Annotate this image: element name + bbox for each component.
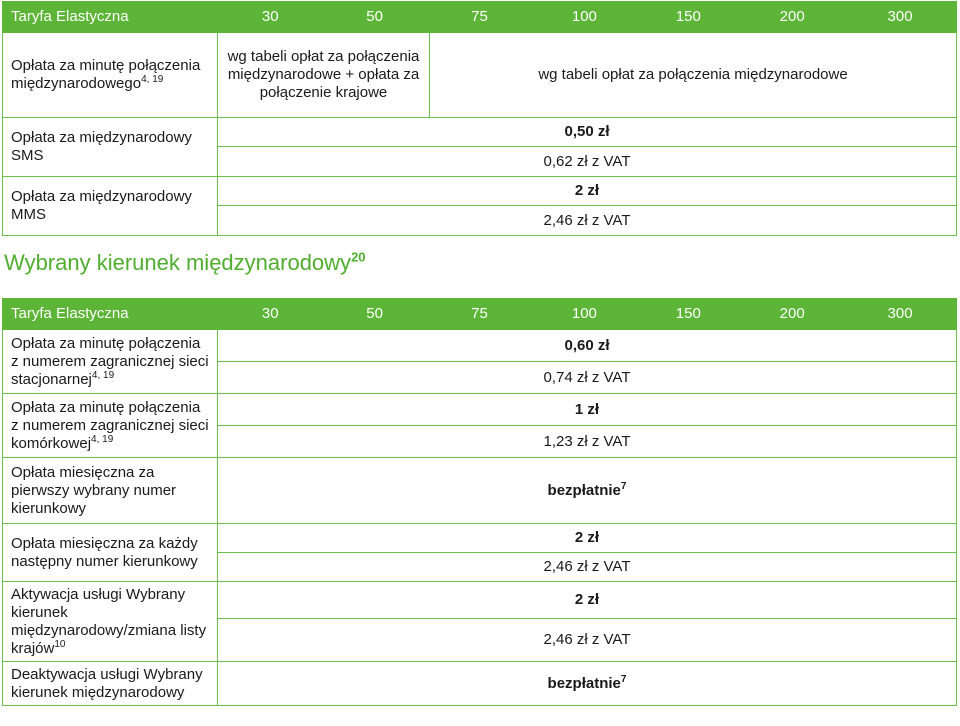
free-price: bezpłatnie xyxy=(547,481,621,499)
gross-price: 0,62 zł z VAT xyxy=(218,147,957,177)
row-label: Opłata za międzynarodowy SMS xyxy=(3,118,218,177)
header-plan-200: 200 xyxy=(779,305,805,322)
gross-price: 2,46 zł z VAT xyxy=(218,553,957,582)
net-price: 0,50 zł xyxy=(218,118,957,147)
row-label: Opłata za międzynarodowy MMS xyxy=(3,177,218,236)
header-plan-30: 30 xyxy=(261,8,279,25)
table-header-row xyxy=(3,2,957,33)
gross-price: 1,23 zł z VAT xyxy=(218,426,957,458)
table-row xyxy=(3,177,957,206)
row-label: Opłata miesięczna za pierwszy wybrany numer kierunkowy xyxy=(3,458,218,524)
header-plan-50: 50 xyxy=(366,305,383,322)
header-plan-300: 300 xyxy=(887,8,913,25)
section-title: Wybrany kierunek międzynarodowy$^{20}$ xyxy=(4,249,366,275)
free-price: bezpłatnie xyxy=(547,674,621,692)
header-plan-200: 200 xyxy=(779,8,805,25)
row-label: Opłata za minutę połączenia z numerem zagranicznej sieci stacjonarnej xyxy=(11,334,209,388)
header-plan-30: 30 xyxy=(261,305,279,322)
row-label: Deaktywacja usługi Wybrany kierunek międzynarodowy xyxy=(3,662,218,706)
header-plan-50: 50 xyxy=(366,8,383,25)
header-plan-100: 100 xyxy=(571,305,597,322)
net-price: 1 zł xyxy=(218,394,957,426)
net-price: 2 zł xyxy=(218,582,957,619)
footnote-ref: 10 xyxy=(54,638,66,650)
table-row xyxy=(3,458,957,524)
row-label: Opłata za minutę połączenia z numerem zagranicznej sieci komórkowej xyxy=(11,398,209,452)
header-plan-100: 100 xyxy=(571,8,597,25)
row-label: Aktywacja usługi Wybrany kierunek międzynarodowy/zmiana listy krajów xyxy=(11,585,207,657)
gross-price: 2,46 zł z VAT xyxy=(218,619,957,662)
gross-price: 2,46 zł z VAT xyxy=(218,206,957,236)
call-rate-high-plans: wg tabeli opłat za połączenia międzynarodowe xyxy=(538,66,848,83)
header-plan-75: 75 xyxy=(471,8,488,25)
footnote-ref: 4, 19 xyxy=(141,74,164,85)
header-plan-75: 75 xyxy=(471,305,488,322)
tariff-table-international xyxy=(2,1,957,236)
header-tariff-name: Taryfa Elastyczna xyxy=(11,305,129,322)
net-price: 2 zł xyxy=(218,177,957,206)
row-label: Opłata za minutę połączenia międzynarodowego xyxy=(11,57,201,92)
table-row xyxy=(3,330,957,362)
table-row xyxy=(3,662,957,706)
table-row xyxy=(3,118,957,147)
footnote-ref: 7 xyxy=(620,673,627,685)
net-price: 2 zł xyxy=(218,524,957,553)
table-row xyxy=(3,33,957,118)
call-rate-low-plans: wg tabeli opłat za połączenia międzynarodowe + opłata za połączenie krajowe xyxy=(227,48,420,101)
header-plan-150: 150 xyxy=(675,8,701,25)
header-tariff-name: Taryfa Elastyczna xyxy=(11,8,129,25)
row-label: Opłata miesięczna za każdy następny numer kierunkowy xyxy=(3,524,218,582)
table-row xyxy=(3,582,957,619)
table-row xyxy=(3,524,957,553)
footnote-ref: 20 xyxy=(351,249,366,265)
footnote-ref: 4, 19 xyxy=(91,369,115,381)
footnote-ref: 7 xyxy=(620,480,627,492)
table-row xyxy=(3,394,957,426)
net-price: 0,60 zł xyxy=(218,330,957,362)
tariff-table-chosen-direction xyxy=(2,298,957,706)
header-plan-150: 150 xyxy=(675,305,701,322)
header-plan-300: 300 xyxy=(887,305,913,322)
gross-price: 0,74 zł z VAT xyxy=(218,362,957,394)
table-header-row xyxy=(3,299,957,330)
footnote-ref: 4, 19 xyxy=(91,433,114,445)
